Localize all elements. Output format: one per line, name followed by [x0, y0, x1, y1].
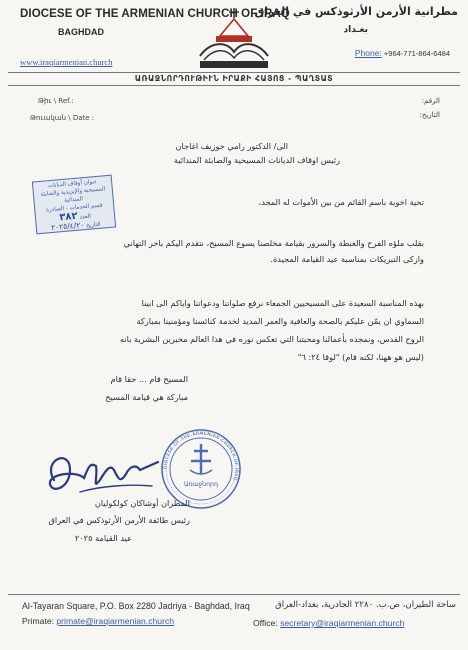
header-rule-top — [8, 72, 460, 73]
date-label-english: Թուական \ Date : — [30, 114, 95, 122]
header-rule-bottom — [8, 85, 460, 86]
phone-number: +964-771-864-6484 — [383, 49, 450, 58]
stamp-line-2: المسيحية والإيزيدية والصابئة المندائية — [40, 186, 106, 204]
stamp-date: ٢٠٢٥/٤/٢٠ — [50, 220, 85, 233]
diocese-title-english: DIOCESE OF THE ARMENIAN CHURCH OF IRAQ — [20, 8, 290, 20]
stamp-line-1: ديوان أوقاف الديانات — [47, 178, 97, 190]
diocese-city-english: BAGHDAD — [58, 27, 104, 37]
paragraph1-line1: بقلب ملؤه الفرح والغبطة والسرور بقيامة مخلصنا يسوع المسيح، نتقدم اليكم باحر التهاني — [123, 238, 424, 248]
paragraph2-line3: الروح القدس، ونمجده بأعمالنا ومحبتنا التي تعكس نوره في هذا العالم مخبرين البشرية بانه — [119, 334, 424, 344]
recipient-name: الى/ الدكتور رامي جوزيف اغاجان — [175, 141, 288, 151]
closing-line-2: مباركة هي قيامة المسيح — [105, 392, 188, 402]
stamp-number: ٣٨٢ — [58, 210, 79, 224]
signature-occasion: عيد القيامة ٢٠٢٥ — [74, 533, 132, 543]
office-label: Office: — [253, 618, 278, 628]
office-contact — [253, 618, 404, 628]
seal-ring-text: DIOCESE OF THE ARMENIAN CHURCH OF IRAQ — [162, 430, 240, 482]
ref-label-arabic: الرقم: — [421, 97, 440, 105]
signatory-title: رئيس طائفة الأرمن الأرثوذكس في العراق — [48, 515, 190, 525]
phone-contact — [355, 48, 450, 58]
website-link[interactable]: www.iraqiarmenian.church — [20, 57, 113, 67]
footer-address-arabic: ساحة الطيران، ص.ب. ٢٢٨٠ الجادرية، بغداد-العراق — [275, 600, 456, 610]
primate-contact — [22, 616, 174, 626]
footer-rule — [8, 594, 460, 595]
date-label-arabic: التاريخ: — [419, 111, 440, 119]
paragraph2-line2: السماوي ان يمّن عليكم بالصحة والعافية والعمر المديد لخدمة كنائسنا ومؤمنينا بمباركة — [136, 316, 424, 326]
paragraph1-line2: وازكى التبريكات بمناسبة عيد القيامة المجيدة. — [270, 254, 424, 264]
footer-address-english: Al-Tayaran Square, P.O. Box 2280 Jadriya - Baghdad, Iraq — [22, 601, 250, 611]
armenian-header-line: ԱՌԱՋՆՈՐԴՈՒԹԻՒՆ ԻՐԱՔԻ ՀԱՅՈՑ - ՊԱՂՏԱՏ — [134, 74, 334, 83]
stamp-line-3: قسم الخدمات - الصادرة — [45, 202, 103, 214]
church-emblem-icon — [190, 6, 278, 70]
paragraph2-line1: بهذه المناسبة السعيدة على المسيحيين الجمعاء نرفع صلواتنا ودعواتنا واياكم الى ابينا — [141, 298, 424, 308]
phone-label: Phone: — [354, 48, 382, 58]
greeting-line: تحية اخوية باسم القائم من بين الأموات له المجد، — [258, 197, 424, 207]
signatory-name: المطران أوشاكان كولكوليان — [94, 498, 190, 508]
paragraph2-line4: (ليس هو ههنا، لكنه قام) "لوقا ٢٤: ٦" — [297, 352, 424, 362]
stamp-date-label: التاريخ — [85, 221, 101, 230]
diocese-city-arabic: بغـداد — [343, 25, 368, 35]
ref-label-english: Թիւ \ Ref.: — [38, 97, 74, 105]
closing-line-1: المسيح قام ... حقا قام — [110, 374, 188, 384]
primate-label: Primate: — [22, 616, 54, 626]
stamp-number-label: العدد — [79, 213, 92, 221]
office-email-link[interactable]: secretary@iraqiarmenian.church — [280, 618, 405, 628]
incoming-stamp — [32, 175, 116, 235]
seal-inner-text: Առաջնորդ — [183, 481, 219, 488]
diocese-title-arabic: مطرانية الأرمن الأرثوذكس في العراق — [254, 5, 458, 18]
primate-email-link[interactable]: primate@iraqiarmenian.church — [56, 616, 175, 626]
recipient-title: رئيس اوقاف الديانات المسيحية والصابئة المندائية — [173, 155, 340, 165]
